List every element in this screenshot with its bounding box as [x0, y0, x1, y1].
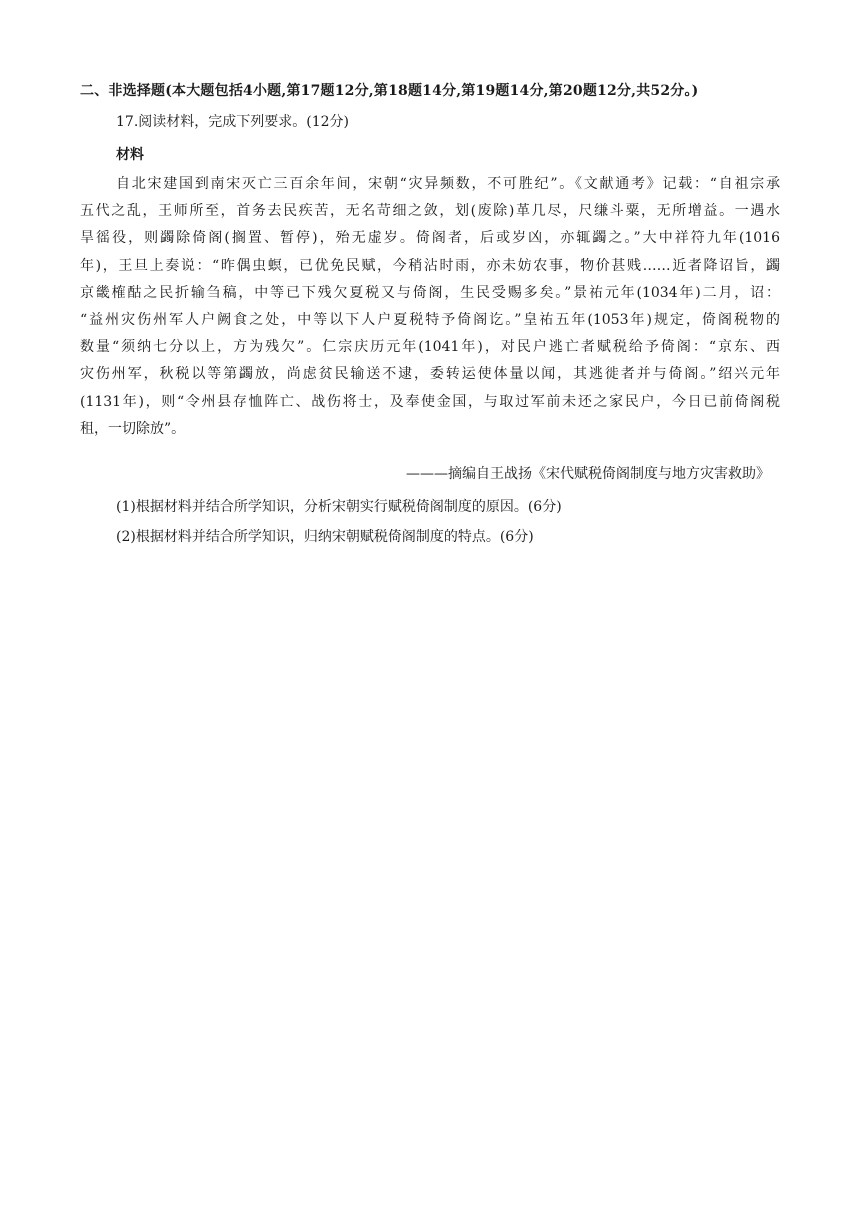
- material-label: 材料: [116, 147, 144, 163]
- passage-line: 灾伤州军，秋税以等第蠲放，尚虑贫民输送不逮，委转运使体量以闻，其逃徙者并与倚阁。”绍兴元年: [80, 366, 780, 383]
- sub-question-1: (1)根据材料并结合所学知识，分析宋朝实行赋税倚阁制度的原因。(6分): [116, 499, 562, 515]
- passage-line: 五代之乱，王师所至，首务去民疾苦，无名苛细之敛，划(废除)革几尽，尺缣斗粟，无所增益。一遇水: [80, 203, 780, 220]
- passage-line: 年)，王旦上奏说：“昨偶虫螟，已优免民赋，今稍沾时雨，亦未妨农事，物价甚贱……近者降诏旨，蠲: [80, 257, 780, 274]
- passage-line: 京畿榷酤之民折输刍稿，中等已下残欠夏税又与倚阁，生民受赐多矣。”景祐元年(1034年)二月，诏：: [80, 284, 780, 301]
- passage-line: (1131年)，则“令州县存恤阵亡、战伤将士，及奉使金国，与取过军前未还之家民户，今日已前倚阁税: [80, 393, 780, 410]
- material-passage: [80, 171, 780, 443]
- passage-line: 租，一切除放”。: [80, 420, 186, 437]
- question-prompt: 17.阅读材料，完成下列要求。(12分): [116, 114, 350, 130]
- passage-line: “益州灾伤州军人户阙食之处，中等以下人户夏税特予倚阁讫。”皇祐五年(1053年)规定，倚阁税物的: [80, 311, 780, 328]
- sub-question-2: (2)根据材料并结合所学知识，归纳宋朝赋税倚阁制度的特点。(6分): [116, 529, 534, 545]
- passage-line: 旱徭役，则蠲除倚阁(搁置、暂停)，殆无虚岁。倚阁者，后或岁凶，亦辄蠲之。”大中祥符九年(1016: [80, 230, 780, 247]
- section-title: 二、非选择题(本大题包括4小题,第17题12分,第18题14分,第19题14分,第20题12分,共52分。): [80, 83, 699, 99]
- passage-line: 自北宋建国到南宋灭亡三百余年间，宋朝“灾异频数，不可胜纪”。《文献通考》记载：“自祖宗承: [116, 176, 780, 192]
- source-citation: ———摘编自王战扬《宋代赋税倚阁制度与地方灾害救助》: [406, 466, 770, 482]
- passage-line: 数量“须纳七分以上，方为残欠”。仁宗庆历元年(1041年)，对民户逃亡者赋税给予倚阁：“京东、西: [80, 339, 780, 356]
